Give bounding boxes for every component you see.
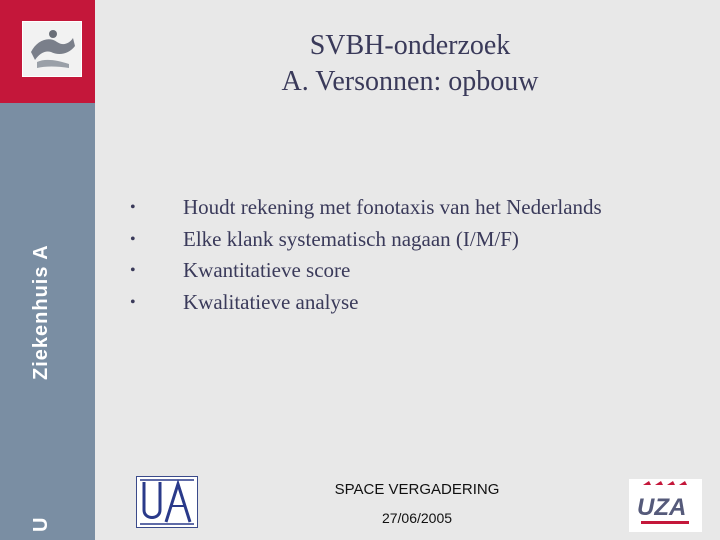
- bullet-text: Houdt rekening met fonotaxis van het Nederlands: [183, 195, 602, 219]
- bullet-icon: •: [130, 293, 136, 311]
- bullet-icon: •: [130, 262, 136, 279]
- university-logo-icon: [136, 476, 198, 528]
- bullet-icon: •: [130, 230, 136, 248]
- sidebar-vertical-text-2: U: [30, 516, 52, 532]
- footer-date: 27/06/2005: [381, 510, 453, 526]
- slide-title-line-2: A. Versonnen: opbouw: [281, 66, 539, 97]
- bullet-text: Kwalitatieve analyse: [183, 289, 359, 314]
- sidebar-text-clip: [0, 103, 78, 540]
- uza-logo-icon: [629, 479, 702, 532]
- svg-text:UZA: UZA: [637, 494, 687, 521]
- bullet-text: Elke klank systematisch nagaan (I/M/F): [183, 226, 519, 251]
- bullet-text: Kwantitatieve score: [183, 258, 351, 282]
- hospital-logo-icon: [22, 21, 82, 77]
- footer-title: SPACE VERGADERING: [334, 481, 500, 498]
- sidebar-vertical-text-1: Ziekenhuis A: [30, 244, 52, 380]
- slide-title: [190, 28, 630, 100]
- bullet-icon: •: [130, 199, 136, 216]
- slide-title-line-1: SVBH-onderzoek: [309, 30, 511, 61]
